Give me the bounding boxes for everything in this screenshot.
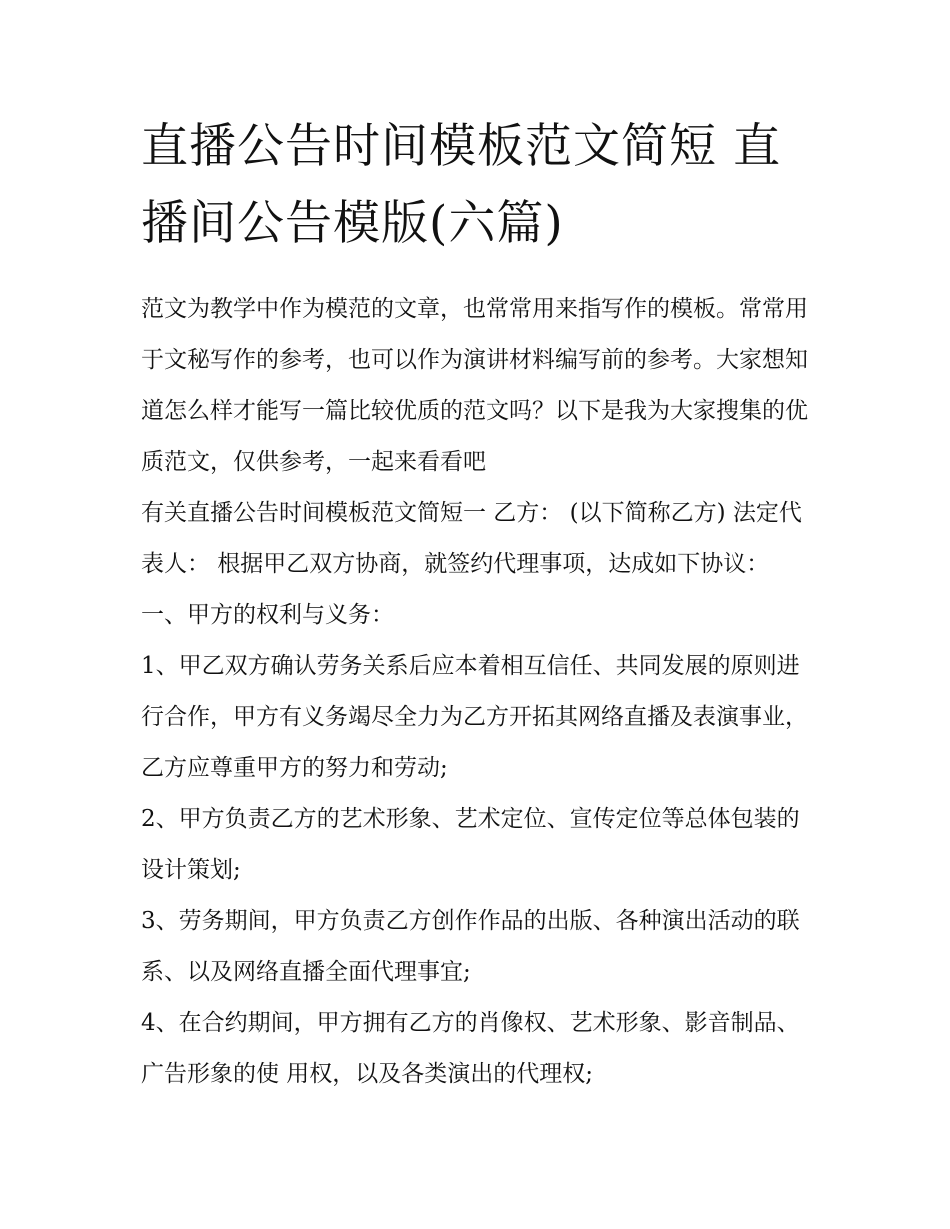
clause-4-paragraph: 4、在合约期间，甲方拥有乙方的肖像权、艺术形象、影音制品、广告形象的使 用权，以及各类演出的代理权; (141, 1010, 800, 1087)
intro-paragraph: 范文为教学中作为模范的文章，也常常用来指写作的模板。常常用于文秘写作的参考，也可以作为演讲材料编写前的参考。大家想知道怎么样才能写一篇比较优质的范文吗？以下是我为大家搜集的优质范文，仅供参考，一起来看看吧 (141, 296, 808, 475)
clause-3-paragraph: 3、劳务期间，甲方负责乙方创作作品的出版、各种演出活动的联系、以及网络直播全面代理事宜; (141, 908, 800, 985)
contract-preamble-paragraph: 有关直播公告时间模板范文简短一 乙方： (以下简称乙方) 法定代表人： 根据甲乙双方协商，就签约代理事项，达成如下协议： 一、甲方的权利与义务： (141, 500, 802, 628)
clause-2-paragraph: 2、甲方负责乙方的艺术形象、艺术定位、宣传定位等总体包装的设计策划; (141, 806, 800, 883)
document-page (141, 108, 821, 1100)
document-title: 直播公告时间模板范文简短 直播间公告模版(六篇) (141, 119, 781, 251)
clause-1-paragraph: 1、甲乙双方确认劳务关系后应本着相互信任、共同发展的原则进行合作，甲方有义务竭尽全力为乙方开拓其网络直播及表演事业，乙方应尊重甲方的努力和劳动; (141, 653, 808, 781)
